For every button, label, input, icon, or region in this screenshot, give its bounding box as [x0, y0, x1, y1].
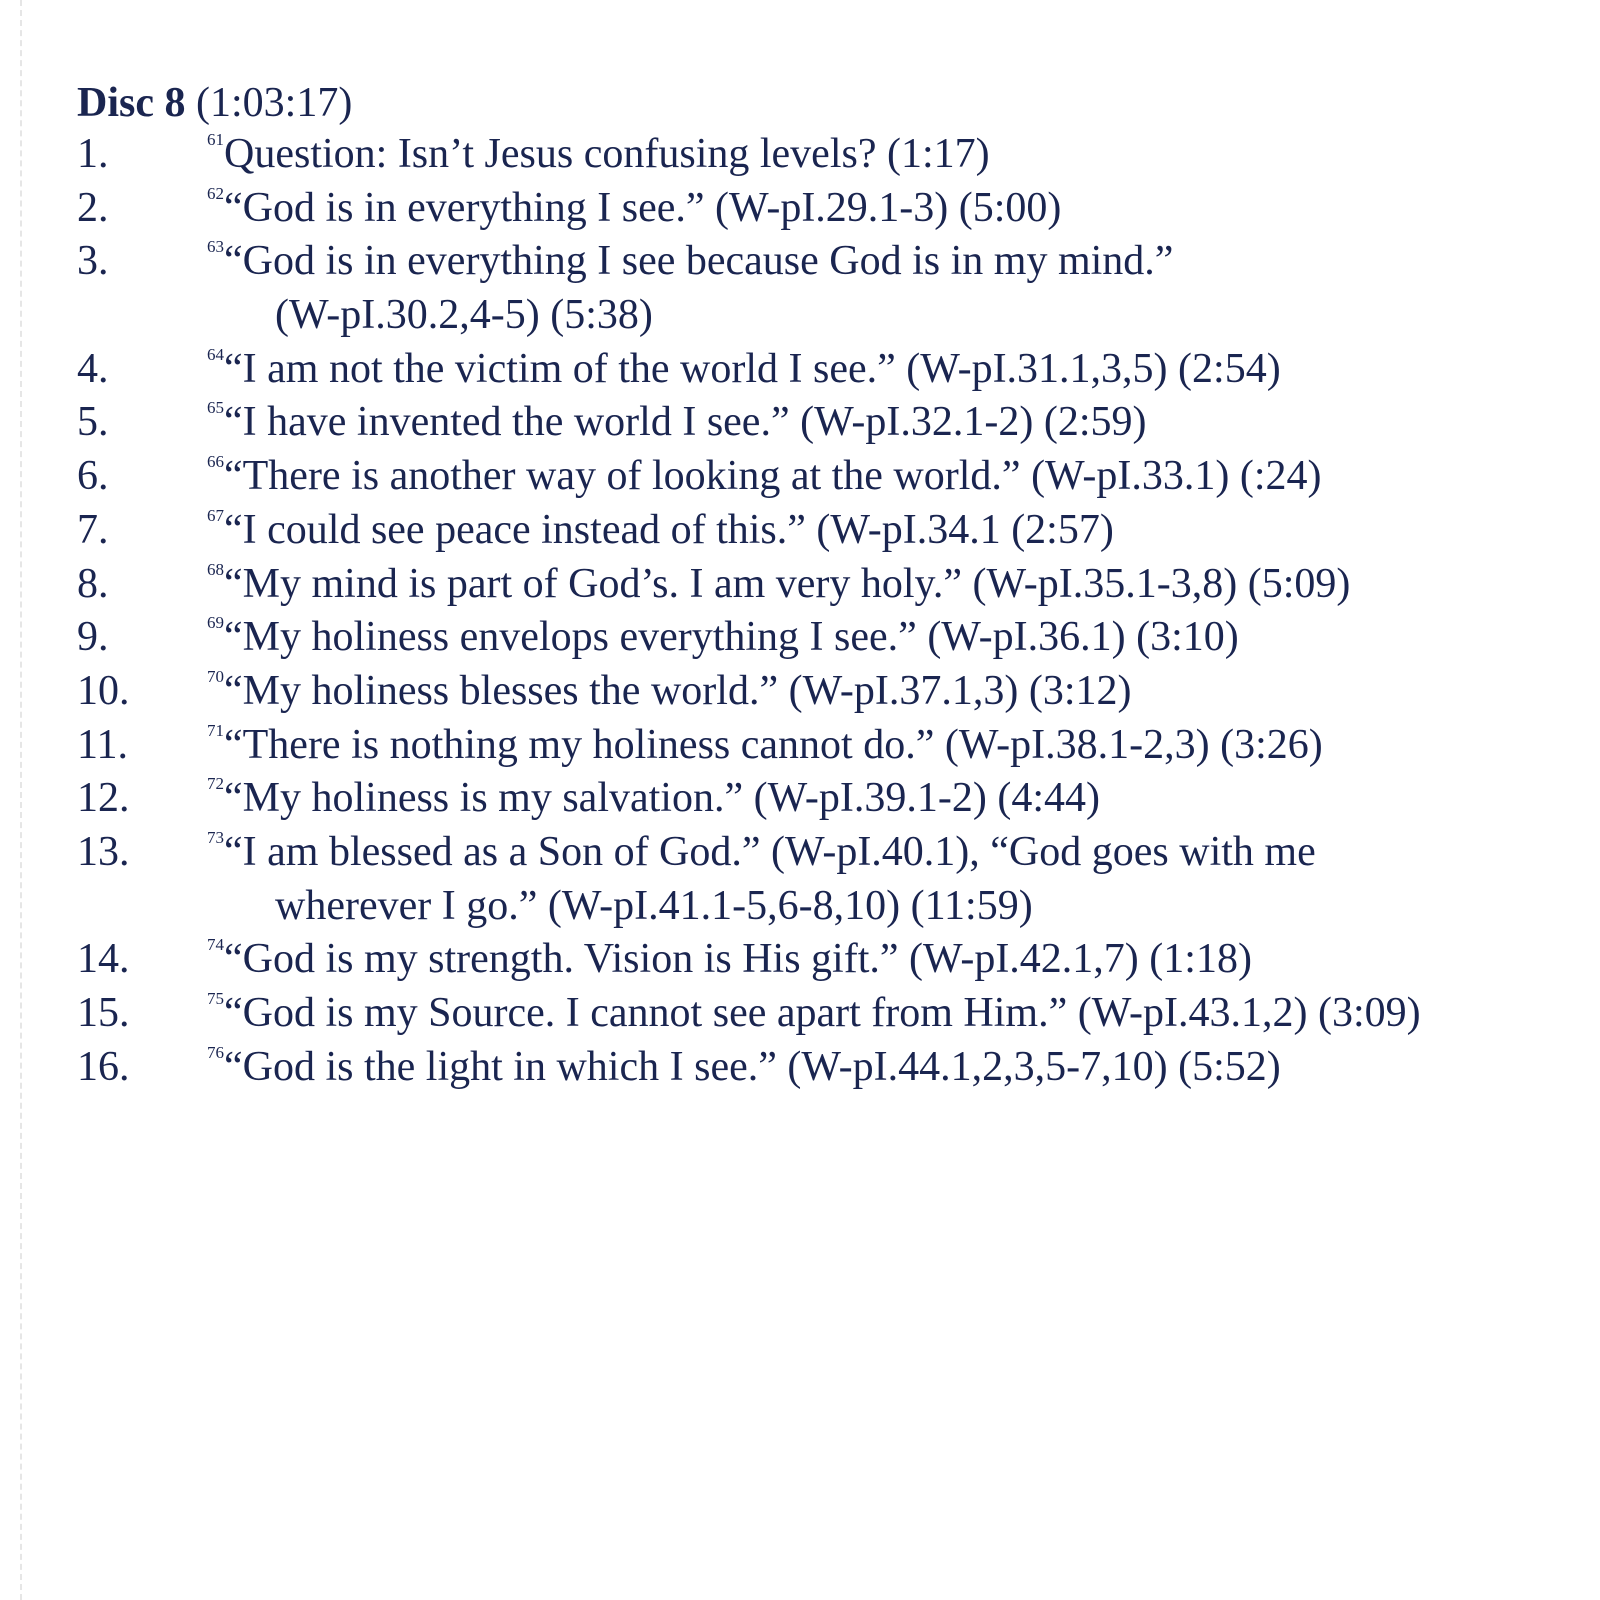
disc-label: Disc 8 [77, 80, 186, 126]
track-text: “I am not the victim of the world I see.” (W-pI.31.1,3,5) (2:54) [224, 345, 1281, 392]
footnote-ref: 70 [207, 666, 224, 686]
footnote-ref: 66 [207, 452, 224, 472]
track-number: 3. [77, 238, 109, 285]
track-text: “I have invented the world I see.” (W-pI.32.1-2) (2:59) [224, 399, 1147, 446]
footnote-ref: 71 [207, 720, 224, 740]
track-number: 9. [77, 614, 109, 661]
track-item [77, 182, 1577, 236]
footnote-ref: 63 [207, 237, 224, 257]
track-text: “God is my strength. Vision is His gift.” (W-pI.42.1,7) (1:18) [224, 936, 1252, 983]
page-margin-rule [20, 0, 22, 1600]
track-text: Question: Isn’t Jesus confusing levels? (1:17) [224, 131, 990, 177]
track-item [77, 558, 1577, 612]
track-text: “My holiness envelops everything I see.” (W-pI.36.1) (3:10) [224, 614, 1239, 661]
track-number: 12. [77, 775, 130, 822]
track-item [77, 719, 1577, 773]
disc-title [77, 78, 1577, 128]
track-item [77, 933, 1577, 987]
footnote-ref: 75 [207, 989, 224, 1009]
track-item [77, 826, 1577, 933]
track-text: “I could see peace instead of this.” (W-pI.34.1 (2:57) [224, 506, 1114, 553]
footnote-ref: 73 [207, 827, 224, 847]
footnote-ref: 72 [207, 774, 224, 794]
track-item [77, 987, 1577, 1041]
footnote-ref: 68 [207, 559, 224, 579]
track-number: 4. [77, 345, 109, 392]
footnote-ref: 65 [207, 398, 224, 418]
track-number: 10. [77, 667, 130, 714]
track-number: 2. [77, 184, 109, 231]
track-text: “My holiness blesses the world.” (W-pI.37.1,3) (3:12) [224, 667, 1132, 714]
track-listing [77, 78, 1577, 1094]
track-item [77, 128, 1577, 182]
track-item [77, 450, 1577, 504]
track-item [77, 504, 1577, 558]
track-number: 14. [77, 936, 130, 983]
track-item [77, 611, 1577, 665]
track-text: “I am blessed as a Son of God.” (W-pI.40.1), “God goes with me [224, 828, 1316, 875]
footnote-ref: 74 [207, 935, 224, 955]
track-text: “There is nothing my holiness cannot do.” (W-pI.38.1-2,3) (3:26) [224, 721, 1323, 768]
track-item [77, 396, 1577, 450]
track-item [77, 235, 1577, 342]
track-number: 1. [77, 131, 109, 177]
track-text: “My holiness is my salvation.” (W-pI.39.1-2) (4:44) [224, 775, 1101, 822]
track-text: “God is the light in which I see.” (W-pI.44.1,2,3,5-7,10) (5:52) [224, 1043, 1281, 1090]
track-number: 13. [77, 828, 130, 875]
disc-duration: (1:03:17) [196, 80, 353, 126]
track-text: “God is in everything I see because God is in my mind.” [224, 238, 1174, 285]
track-text: “My mind is part of God’s. I am very holy.” (W-pI.35.1-3,8) (5:09) [224, 560, 1351, 607]
track-number: 15. [77, 990, 130, 1037]
track-item [77, 1041, 1577, 1095]
track-number: 8. [77, 560, 109, 607]
footnote-ref: 67 [207, 505, 224, 525]
track-item [77, 343, 1577, 397]
track-text-continuation: wherever I go.” (W-pI.41.1-5,6-8,10) (11:59) [275, 882, 1033, 929]
track-number: 11. [77, 721, 128, 768]
footnote-ref: 62 [207, 183, 224, 203]
track-text-continuation: (W-pI.30.2,4-5) (5:38) [275, 292, 653, 339]
footnote-ref: 61 [207, 130, 224, 149]
footnote-ref: 64 [207, 344, 224, 364]
footnote-ref: 69 [207, 613, 224, 633]
track-item [77, 665, 1577, 719]
footnote-ref: 76 [207, 1042, 224, 1062]
track-item [77, 772, 1577, 826]
track-text: “There is another way of looking at the world.” (W-pI.33.1) (:24) [224, 453, 1322, 500]
track-number: 16. [77, 1043, 130, 1090]
track-number: 6. [77, 453, 109, 500]
track-number: 5. [77, 399, 109, 446]
track-text: “God is my Source. I cannot see apart from Him.” (W-pI.43.1,2) (3:09) [224, 990, 1421, 1037]
track-number: 7. [77, 506, 109, 553]
track-text: “God is in everything I see.” (W-pI.29.1-3) (5:00) [224, 184, 1062, 231]
